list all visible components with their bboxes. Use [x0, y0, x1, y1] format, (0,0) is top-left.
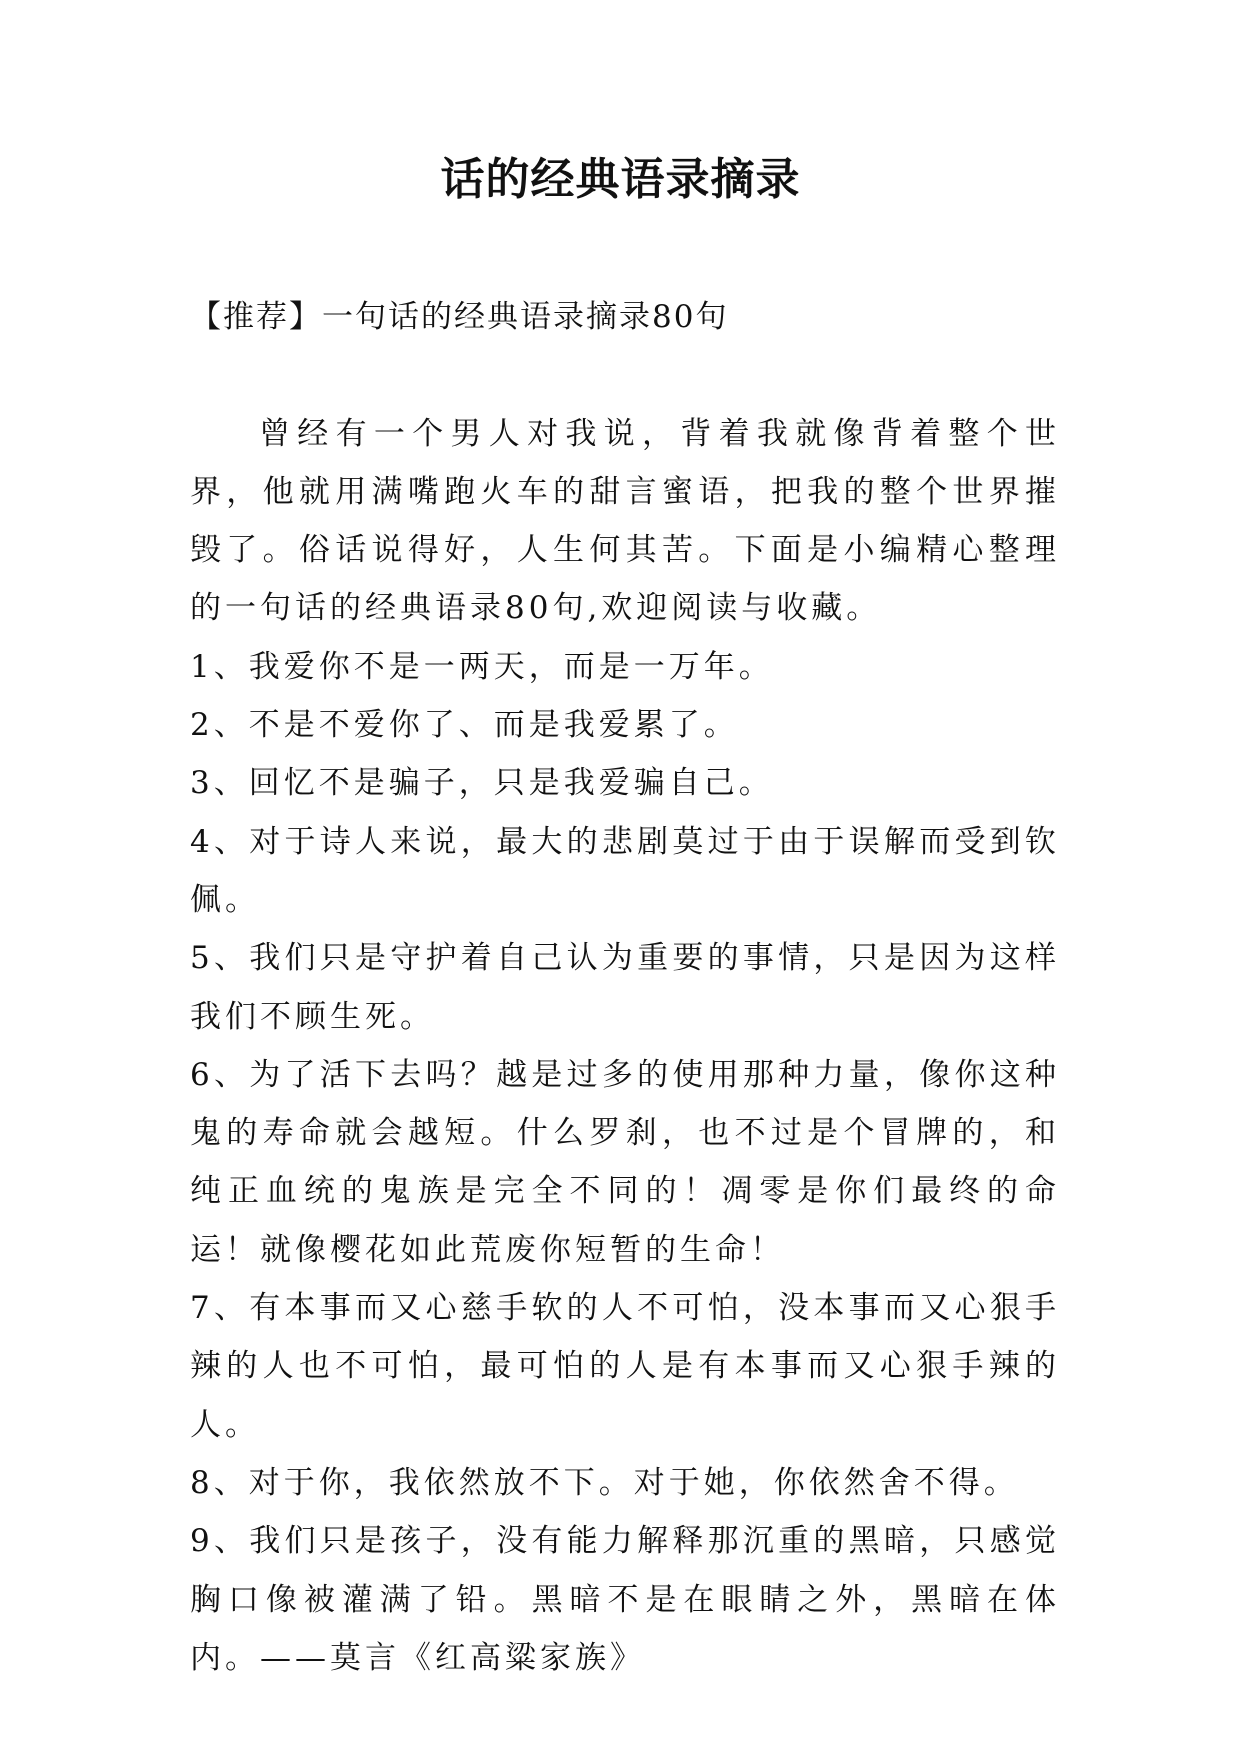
document-subtitle: 【推荐】一句话的经典语录摘录80句 [190, 299, 729, 335]
quote-item: 5、我们只是守护着自己认为重要的事情，只是因为这样我们不顾生死。 [190, 940, 1060, 1035]
quote-item: 6、为了活下去吗？越是过多的使用那种力量，像你这种鬼的寿命就会越短。什么罗刹，也不过是个冒牌的，和纯正血统的鬼族是完全不同的！凋零是你们最终的命运！就像樱花如此荒废你短暂的生命！ [190, 1056, 1060, 1268]
quote-item: 3、回忆不是骗子，只是我爱骗自己。 [190, 765, 774, 802]
quote-item: 1、我爱你不是一两天，而是一万年。 [190, 648, 774, 685]
quote-item: 4、对于诗人来说，最大的悲剧莫过于由于误解而受到钦佩。 [190, 823, 1060, 918]
quote-item: 9、我们只是孩子，没有能力解释那沉重的黑暗，只感觉胸口像被灌满了铅。黑暗不是在眼睛之外，黑暗在体内。——莫言《红高粱家族》 [190, 1523, 1060, 1676]
quote-item: 7、有本事而又心慈手软的人不可怕，没本事而又心狠手辣的人也不可怕，最可怕的人是有本事而又心狠手辣的人。 [190, 1290, 1060, 1443]
document-body [190, 288, 1060, 1687]
paragraph-spacer [190, 346, 1060, 404]
intro-paragraph: 曾经有一个男人对我说，背着我就像背着整个世界，他就用满嘴跑火车的甜言蜜语，把我的整个世界摧毁了。俗话说得好，人生何其苦。下面是小编精心整理的一句话的经典语录80句,欢迎阅读与收藏。 [190, 415, 1060, 627]
document-title: 话的经典语录摘录 [440, 154, 801, 205]
quote-item: 2、不是不爱你了、而是我爱累了。 [190, 707, 739, 744]
quote-item: 8、对于你，我依然放不下。对于她，你依然舍不得。 [190, 1464, 1019, 1501]
quote-list [190, 638, 1060, 1687]
